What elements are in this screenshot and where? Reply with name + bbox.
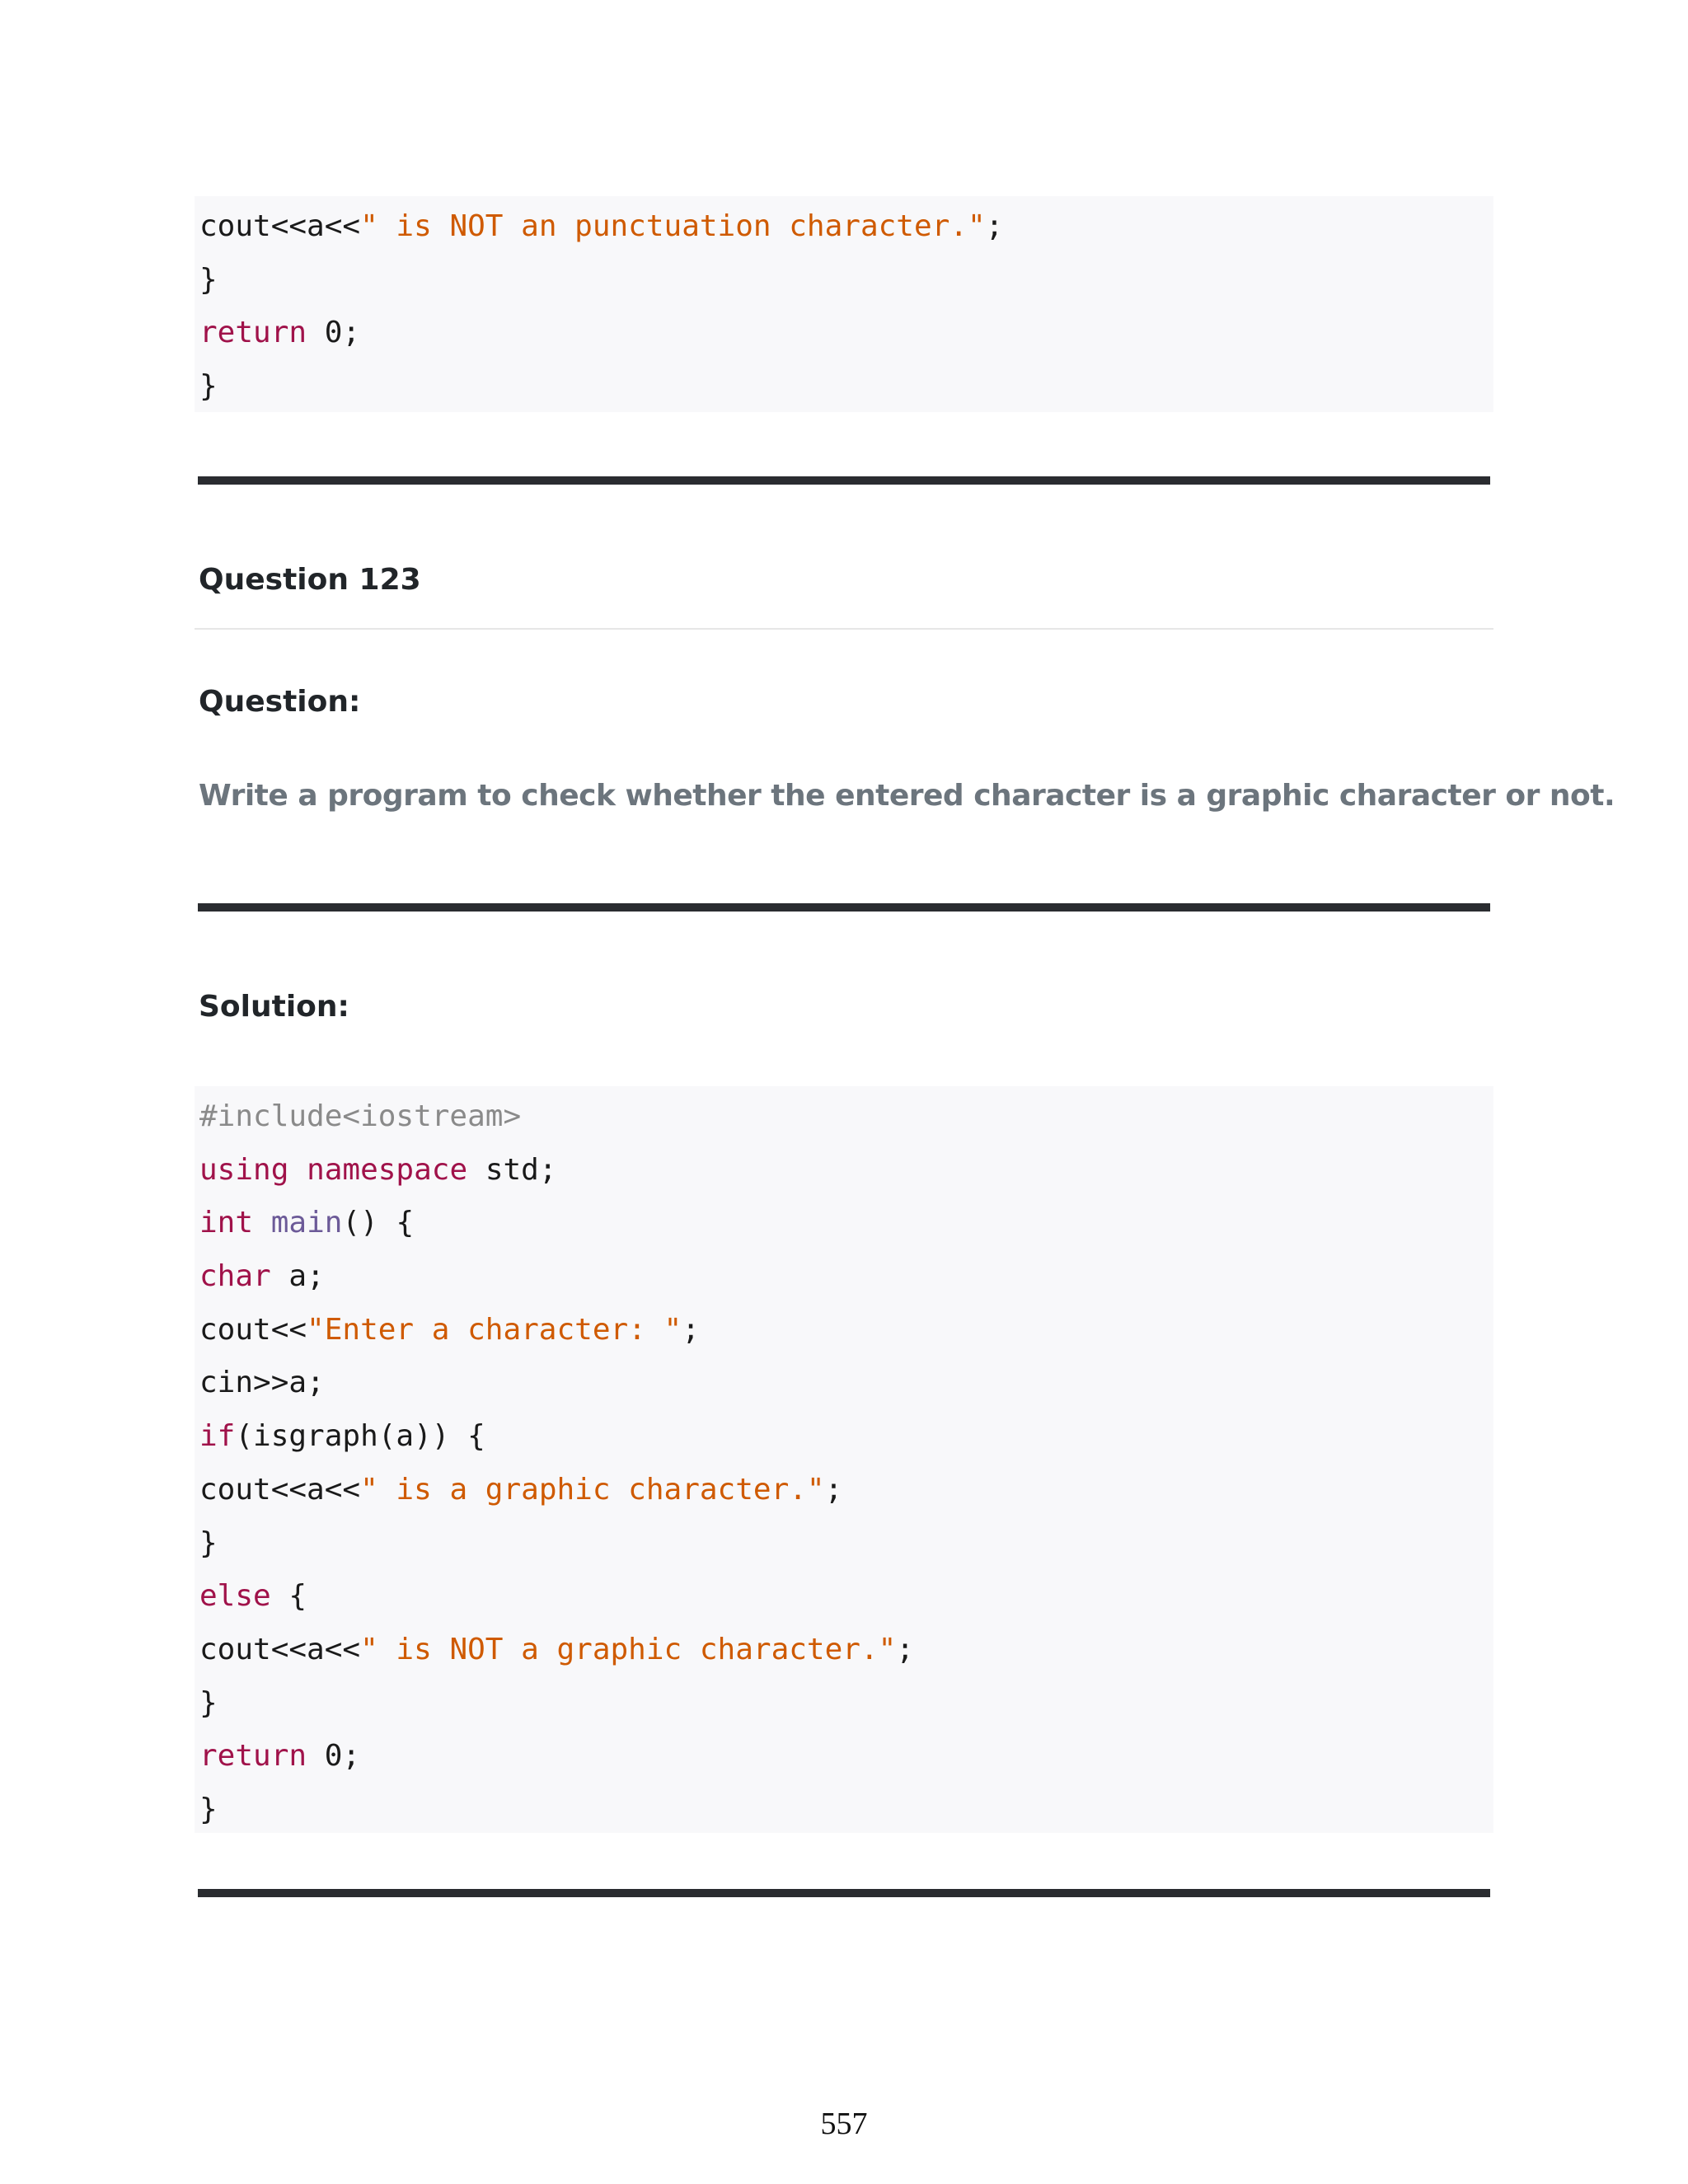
code-token: using (199, 1152, 289, 1187)
code-token: } (199, 262, 218, 297)
code-line (199, 1357, 1493, 1410)
code-line (199, 1517, 1493, 1571)
page-number: 557 (820, 2107, 868, 2141)
code-token: return (199, 1739, 307, 1774)
code-token: else (199, 1579, 271, 1614)
code-line (199, 1090, 1493, 1144)
code-line (199, 200, 1493, 254)
code-token: (isgraph(a)) { (235, 1419, 485, 1454)
section-divider-1 (198, 476, 1490, 485)
code-token: } (199, 1792, 218, 1826)
code-token: ; (824, 1472, 843, 1507)
code-token: ; (985, 209, 1004, 243)
code-token: } (199, 369, 218, 404)
section-divider-2 (198, 903, 1490, 912)
code-line (199, 1410, 1493, 1464)
code-line (199, 1570, 1493, 1624)
code-token: "Enter a character: " (307, 1312, 682, 1347)
code-token: cout<<a<< (199, 209, 361, 243)
code-token: char (199, 1259, 271, 1294)
code-token: () { (342, 1206, 415, 1240)
code-token: ; (682, 1312, 700, 1347)
code-token: if (199, 1419, 236, 1454)
previous-code-block (195, 196, 1493, 412)
code-line (199, 307, 1493, 360)
code-line (199, 1677, 1493, 1731)
code-token: cout<<a<< (199, 1472, 361, 1507)
code-token (288, 1153, 307, 1187)
section-divider-3 (198, 1889, 1490, 1897)
code-token: #include<iostream> (199, 1099, 522, 1133)
code-token: } (199, 1685, 218, 1720)
code-line (199, 1197, 1493, 1250)
code-line (199, 1624, 1493, 1677)
question-number-heading: Question 123 (199, 563, 421, 597)
code-token: std; (467, 1152, 557, 1187)
code-token: return (199, 316, 307, 350)
solution-code-lines (199, 1086, 1493, 1837)
code-token: a; (270, 1259, 325, 1294)
question-label: Question: (199, 685, 361, 719)
question-text: Write a program to check whether the entered character is a graphic character or not. (199, 779, 1615, 813)
code-token: { (270, 1579, 307, 1614)
code-token: cout<< (199, 1312, 307, 1347)
code-token: " is NOT an punctuation character." (360, 209, 986, 243)
code-token: " is a graphic character." (360, 1472, 825, 1507)
code-line (199, 254, 1493, 307)
code-token: ; (896, 1632, 914, 1666)
code-token: namespace (307, 1152, 468, 1187)
code-line (199, 360, 1493, 414)
code-token: 0; (307, 1739, 361, 1774)
code-line (199, 1730, 1493, 1783)
code-line (199, 1250, 1493, 1304)
solution-label: Solution: (199, 990, 349, 1024)
code-token: 0; (307, 316, 361, 350)
solution-code-block (195, 1086, 1493, 1833)
code-line (199, 1304, 1493, 1357)
code-token: int (199, 1206, 254, 1240)
previous-code-lines (199, 196, 1493, 414)
code-line (199, 1464, 1493, 1517)
heading-underline (195, 628, 1493, 630)
code-token: cout<<a<< (199, 1632, 361, 1666)
code-token: } (199, 1526, 218, 1560)
code-token (253, 1206, 271, 1240)
code-line (199, 1144, 1493, 1197)
code-token: " is NOT a graphic character." (360, 1632, 897, 1666)
code-line (199, 1783, 1493, 1837)
code-token: cin>>a; (199, 1366, 325, 1400)
code-token: main (270, 1206, 343, 1240)
